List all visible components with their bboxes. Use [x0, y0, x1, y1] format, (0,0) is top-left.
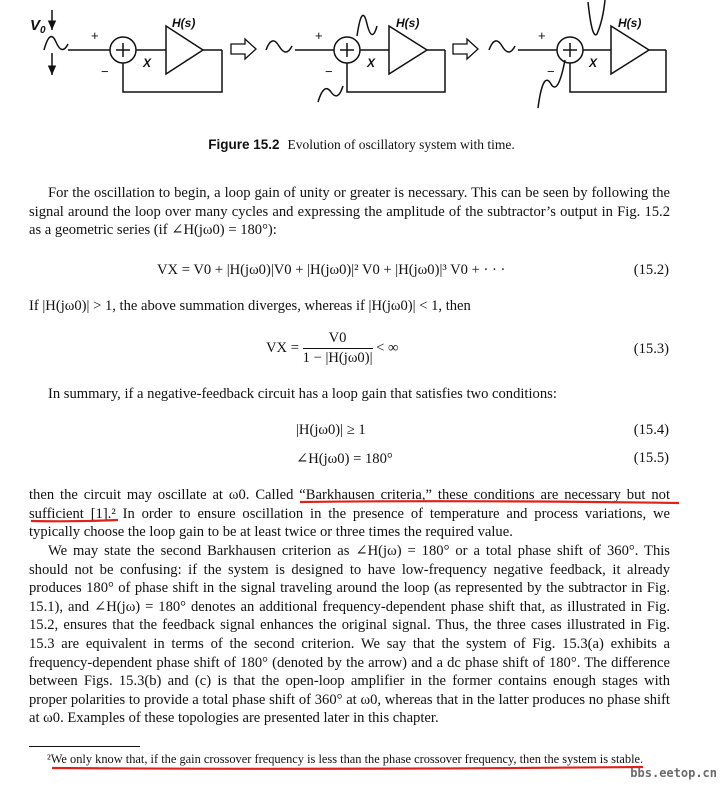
paragraph-3: In summary, if a negative-feedback circuit has a loop gain that satisfies two conditions: — [48, 386, 557, 402]
svg-text:X: X — [367, 56, 376, 70]
next-arrow-2 — [453, 39, 478, 59]
panel-2 — [266, 15, 445, 102]
x-sine-3 — [588, 0, 605, 35]
svg-text:+: + — [315, 28, 323, 43]
input-sine — [44, 37, 68, 50]
svg-text:H(s): H(s) — [618, 16, 642, 30]
paragraph-1: For the oscillation to begin, a loop gain of unity or greater is necessary. This can be seen by following the signal around the loop over many cycles and expressing the amplitude of the subtractor’s output in Fig. 15.2 as a geometric series (if ∠H(jω0) = 180°): — [29, 185, 670, 239]
svg-text:−: − — [547, 64, 555, 79]
fraction-numerator: V0 — [303, 330, 373, 349]
equation-15-3 — [0, 330, 723, 370]
svg-text:+: + — [538, 28, 546, 43]
footnote-rule — [29, 746, 140, 747]
paragraph-2: If |H(jω0)| > 1, the above summation diverges, whereas if |H(jω0)| < 1, then — [29, 298, 471, 314]
equation-lhs: VX = — [266, 340, 299, 356]
svg-text:−: − — [101, 64, 109, 79]
equation-number: (15.5) — [633, 450, 669, 466]
panel-3 — [489, 0, 666, 108]
equation-body: ∠H(jω0) = 180° — [296, 451, 393, 467]
amplifier-1 — [166, 26, 203, 74]
equation-body: |H(jω0)| ≥ 1 — [296, 422, 366, 438]
x-sine-2 — [357, 15, 377, 36]
svg-text:X: X — [589, 56, 598, 70]
svg-text:H(s): H(s) — [172, 16, 196, 30]
next-arrow-1 — [231, 39, 256, 59]
svg-text:H(s): H(s) — [396, 16, 420, 30]
amplifier-2 — [389, 26, 427, 74]
paragraph-5: We may state the second Barkhausen criterion as ∠H(jω) = 180° or a total phase shift of 360°. This should not be confusing: if the system is designed to have low-frequency negative feedback, it already produces 180° of phase shift in the signal traveling around the loop (as represented by the subtractor in Fig. 15.1), and ∠H(jω) = 180° denotes an additional frequency-dependent phase shift that, as illustrated in Fig. 15.2, ensures that the feedback signal enhances the original signal. Thus, the three cases illustrated in Fig. 15.3 are equivalent in terms of the second criterion. We say that the system of Fig. 15.3(a) exhibits a frequency-dependent phase shift of 180° (denoted by the arrow) and a dc phase shift of 180°. The difference between Figs. 15.3(b) and (c) is that the open-loop amplifier in the former contains enough stages with proper polarities to provide a total phase shift of 360° at ω0, whereas that in the latter produces no phase shift at ω0. Examples of these topologies are presented later in this chapter. — [29, 543, 670, 727]
amplifier-3 — [611, 26, 649, 74]
caption-text: Evolution of oscillatory system with time. — [287, 137, 515, 152]
footnote: ²We only know that, if the gain crossover frequency is less than the phase crossover frequency, then the system is stable. — [47, 752, 644, 766]
watermark: bbs.eetop.cn — [630, 766, 717, 780]
figure-caption — [0, 137, 723, 153]
fraction-denominator: 1 − |H(jω0)| — [302, 350, 373, 366]
svg-text:−: − — [325, 64, 333, 79]
paragraph-4: then the circuit may oscillate at ω0. Called “Barkhausen criteria,” these conditions are necessary but not sufficient [1].² In order to ensure oscillation in the presence of temperature and process variations, we typically choose the loop gain to be at least twice or three times the required value. — [29, 487, 670, 541]
equation-number: (15.2) — [633, 262, 669, 278]
fraction — [303, 330, 373, 367]
equation-rhs: < ∞ — [376, 340, 399, 356]
equation-number: (15.4) — [633, 422, 669, 438]
caption-label: Figure 15.2 — [208, 137, 280, 152]
equation-number: (15.3) — [633, 341, 669, 357]
svg-text:X: X — [143, 56, 152, 70]
equation-body: VX = V0 + |H(jω0)|V0 + |H(jω0)|² V0 + |H(jω0)|³ V0 + · · · — [157, 262, 506, 278]
svg-text:+: + — [91, 28, 99, 43]
underline-footnote — [52, 767, 643, 769]
figure-15-2 — [0, 0, 723, 130]
svg-text:V0: $V_0$ — [30, 17, 46, 36]
panel-1 — [30, 10, 222, 92]
